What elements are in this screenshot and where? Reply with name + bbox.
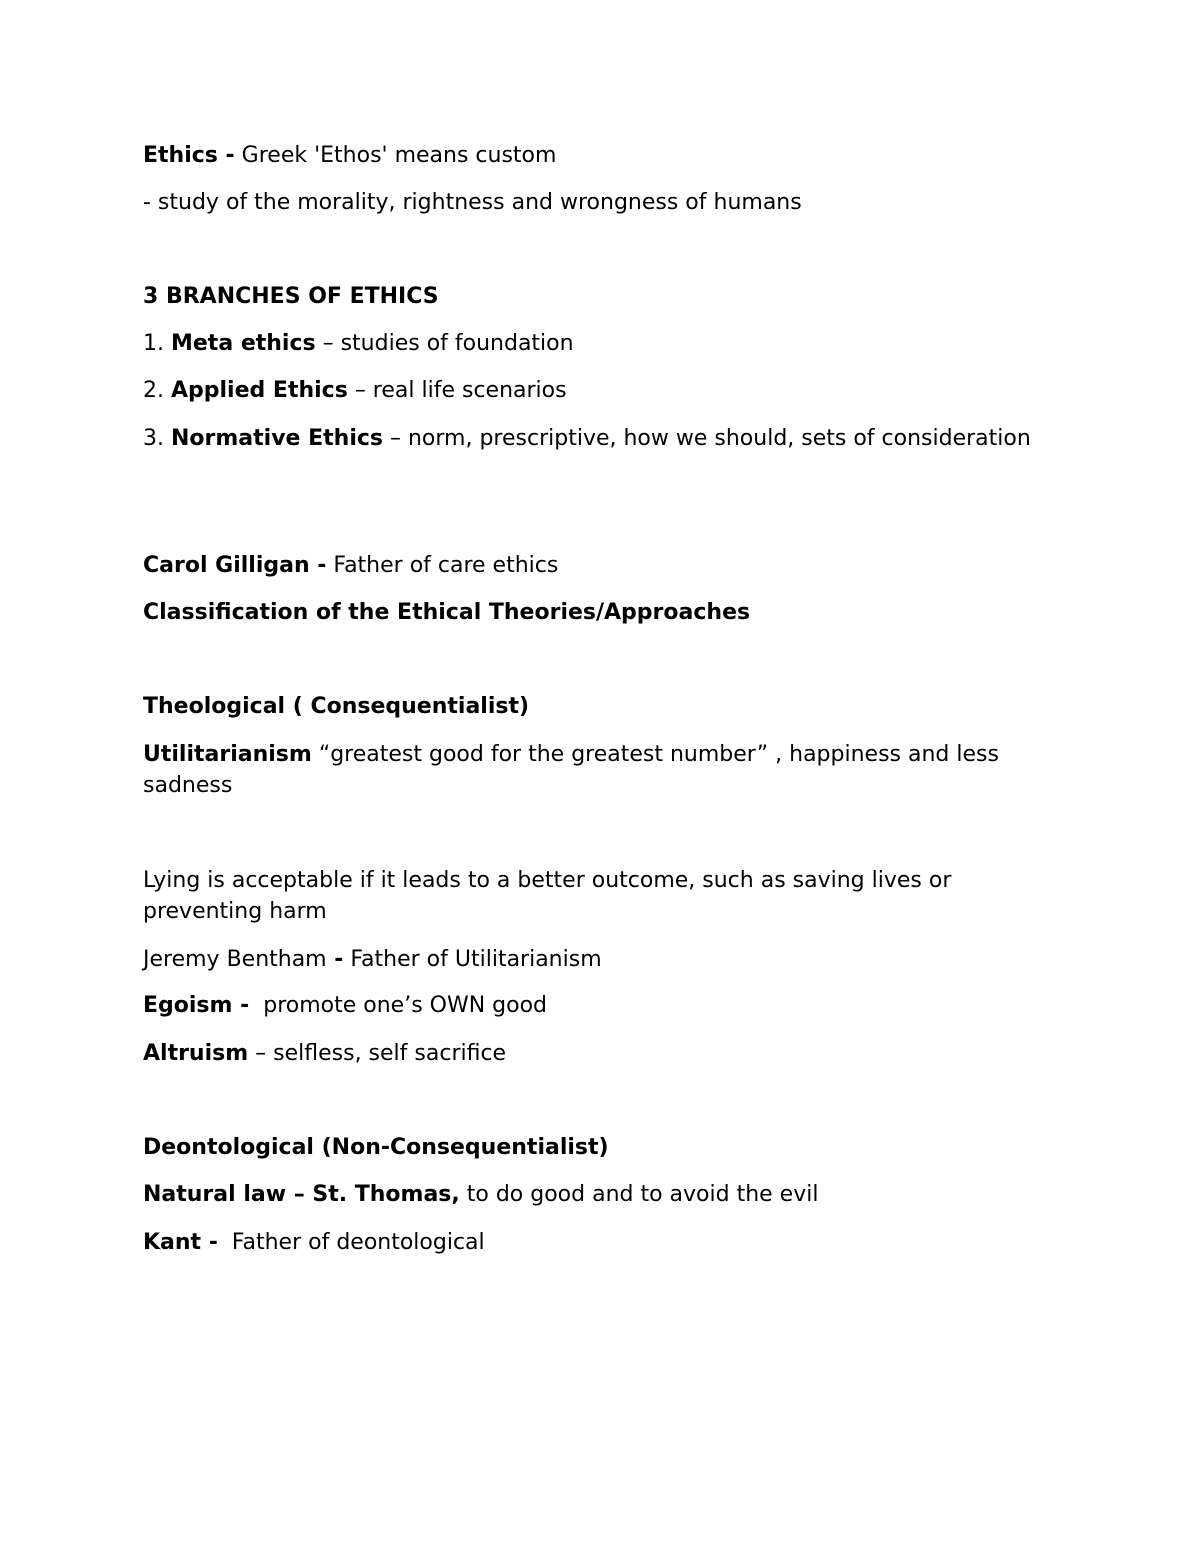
branch-term: Applied Ethics [170,378,348,403]
utilitarianism-line: Utilitarianism “greatest good for the greatest number” , happiness and less sadness [143,742,999,798]
bentham-line: Jeremy Bentham - Father of Utilitarianism [143,947,602,972]
altruism-line: Altruism – selfless, self sacrifice [143,1041,507,1066]
ethics-definition: Greek 'Ethos' means custom [234,143,557,168]
deontological-heading: Deontological (Non-Consequentialist) [143,1135,609,1160]
natural-law-line: Natural law – St. Thomas, to do good and to avoid the evil [143,1182,819,1207]
branch-item-3: 3. Normative Ethics – norm, prescriptive, how we should, sets of consideration [143,426,1031,451]
ethics-definition-line-2: - study of the morality, rightness and wrongness of humans [143,190,802,215]
kant-line: Kant - Father of deontological [143,1230,485,1255]
ethics-definition-line [143,140,556,171]
branch-item-1: 1. Meta ethics – studies of foundation [143,331,574,356]
theological-heading: Theological ( Consequentialist) [143,694,530,719]
lying-line: Lying is acceptable if it leads to a better outcome, such as saving lives or preventing harm [143,868,952,924]
classification-heading: Classification of the Ethical Theories/Approaches [143,600,751,625]
branch-term: Normative Ethics [170,426,383,451]
egoism-line: Egoism - promote one’s OWN good [143,993,548,1018]
ethics-term: Ethics - [143,143,235,168]
branch-item-2: 2. Applied Ethics – real life scenarios [143,378,567,403]
gilligan-line: Carol Gilligan - Father of care ethics [143,553,559,578]
branch-term: Meta ethics [170,331,316,356]
branches-heading: 3 BRANCHES OF ETHICS [143,284,439,309]
